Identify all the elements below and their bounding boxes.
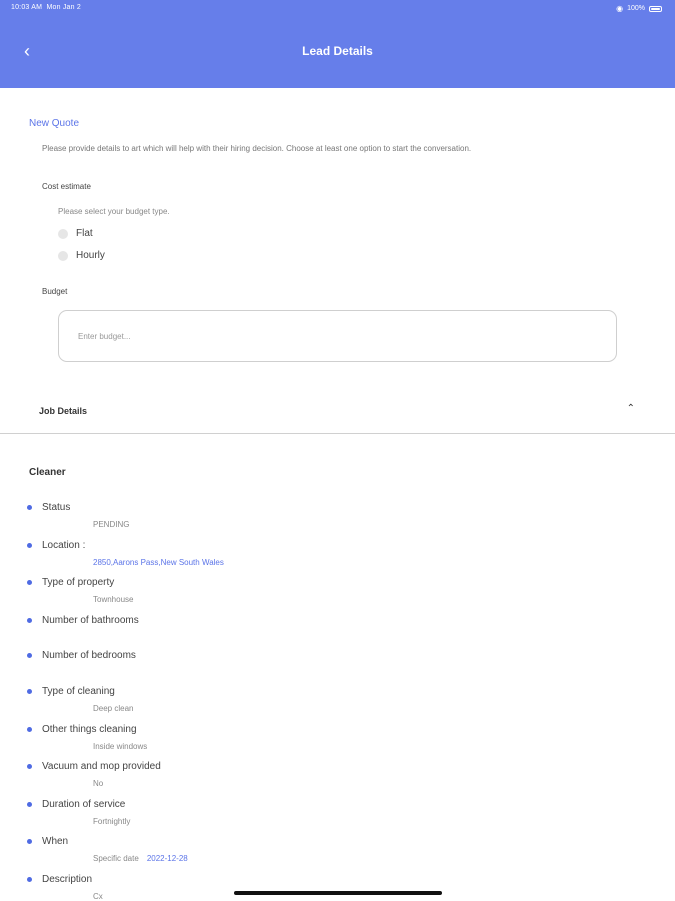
bullet-icon bbox=[27, 689, 32, 694]
detail-label: Location : bbox=[42, 540, 86, 551]
job-category: Cleaner bbox=[29, 467, 66, 478]
new-quote-heading: New Quote bbox=[29, 118, 80, 129]
when-type: Specific date bbox=[93, 854, 139, 863]
radio-option-hourly[interactable] bbox=[58, 250, 105, 261]
radio-label: Hourly bbox=[76, 250, 105, 261]
quote-instructions: Please provide details to art which will help with their hiring decision. Choose at least one option to start the conversation. bbox=[42, 144, 472, 153]
detail-value: PENDING bbox=[93, 520, 130, 529]
bullet-icon bbox=[27, 618, 32, 623]
bullet-icon bbox=[27, 505, 32, 510]
chevron-up-icon: ⌃ bbox=[626, 403, 635, 414]
detail-label: Duration of service bbox=[42, 799, 126, 810]
bullet-icon bbox=[27, 802, 32, 807]
home-indicator[interactable] bbox=[234, 891, 442, 895]
budget-type-prompt: Please select your budget type. bbox=[58, 207, 170, 216]
status-bar bbox=[0, 0, 675, 18]
cost-estimate-label: Cost estimate bbox=[42, 182, 91, 191]
bullet-icon bbox=[27, 580, 32, 585]
bullet-icon bbox=[27, 727, 32, 732]
detail-label: Description bbox=[42, 874, 93, 885]
detail-label: When bbox=[42, 836, 69, 847]
detail-label: Number of bedrooms bbox=[42, 650, 136, 661]
battery-percent: 100% bbox=[627, 5, 645, 12]
detail-label: Type of cleaning bbox=[42, 686, 115, 697]
when-date: 2022-12-28 bbox=[146, 854, 188, 863]
battery-icon bbox=[649, 6, 662, 12]
detail-label: Status bbox=[42, 502, 71, 513]
detail-value: Deep clean bbox=[93, 704, 134, 713]
detail-value: Townhouse bbox=[93, 595, 134, 604]
detail-value: No bbox=[93, 779, 104, 788]
bullet-icon bbox=[27, 839, 32, 844]
page-title: Lead Details bbox=[302, 44, 373, 58]
location-link[interactable]: 2850,Aarons Pass,New South Wales bbox=[93, 558, 224, 567]
detail-value: Cx bbox=[93, 892, 103, 901]
budget-label: Budget bbox=[42, 287, 68, 296]
status-date: Mon Jan 2 bbox=[46, 4, 81, 11]
chevron-left-icon: ‹ bbox=[24, 41, 30, 61]
wifi-icon: ◉ bbox=[616, 4, 624, 13]
detail-label: Number of bathrooms bbox=[42, 615, 139, 626]
header-bar bbox=[0, 0, 675, 88]
job-details-toggle[interactable] bbox=[0, 395, 675, 434]
status-indicators bbox=[616, 4, 662, 13]
detail-value bbox=[93, 854, 188, 863]
detail-label: Other things cleaning bbox=[42, 724, 137, 735]
bullet-icon bbox=[27, 543, 32, 548]
detail-value: Inside windows bbox=[93, 742, 148, 751]
radio-button[interactable] bbox=[58, 229, 68, 239]
bullet-icon bbox=[27, 764, 32, 769]
detail-value: Fortnightly bbox=[93, 817, 131, 826]
status-time: 10:03 AM bbox=[11, 4, 43, 11]
radio-label: Flat bbox=[76, 228, 93, 239]
radio-option-flat[interactable] bbox=[58, 228, 93, 239]
bullet-icon bbox=[27, 877, 32, 882]
detail-label: Vacuum and mop provided bbox=[42, 761, 161, 772]
bullet-icon bbox=[27, 653, 32, 658]
detail-label: Type of property bbox=[42, 577, 115, 588]
status-time-date bbox=[11, 4, 81, 11]
radio-button[interactable] bbox=[58, 251, 68, 261]
job-details-title: Job Details bbox=[39, 406, 88, 416]
budget-input[interactable] bbox=[58, 310, 617, 362]
